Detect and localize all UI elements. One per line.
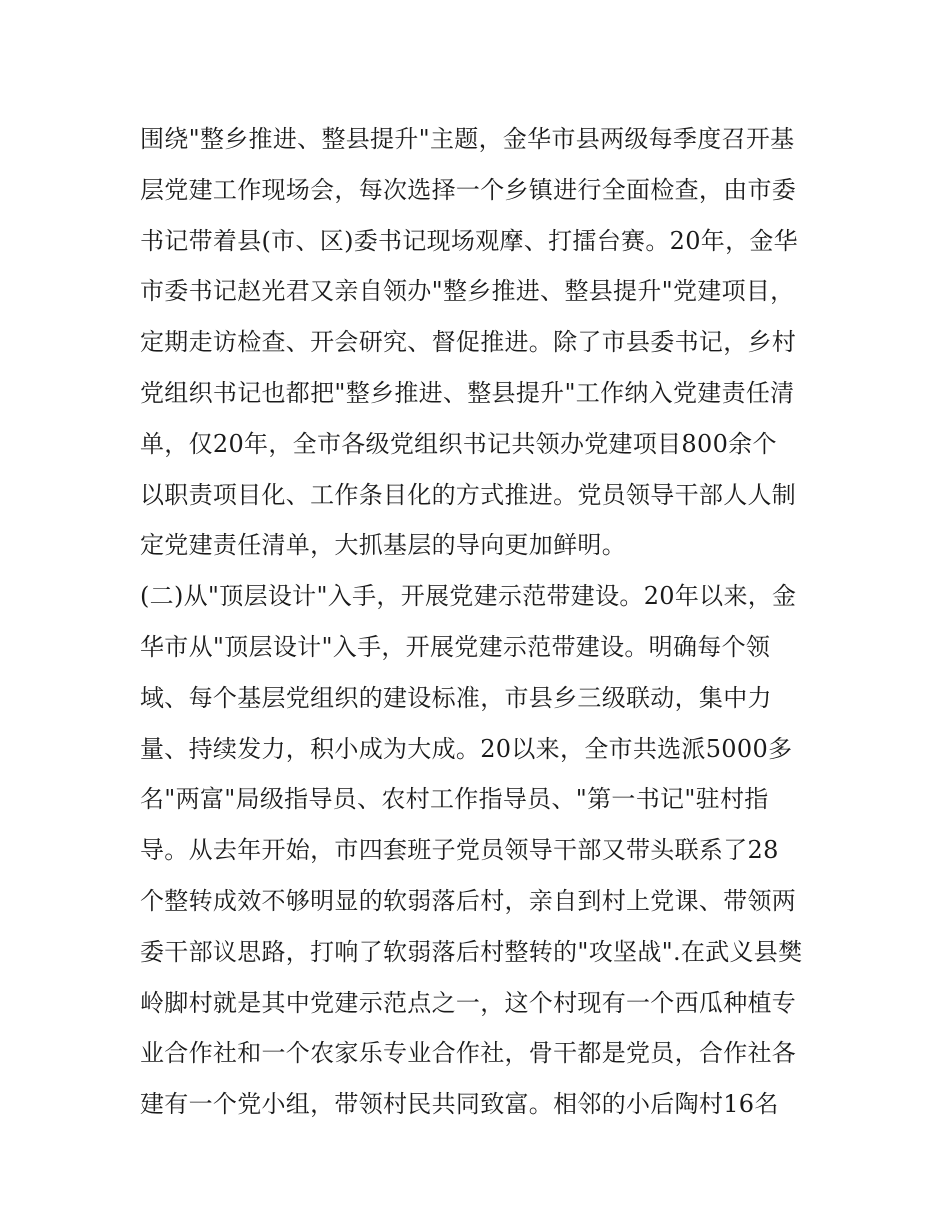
text-line: 华市从"顶层设计"入手，开展党建示范带建设。明确每个领 [140,632,771,661]
text-line: 定期走访检查、开会研究、督促推进。除了市县委书记，乡村 [140,328,797,357]
text-line: 建有一个党小组，带领村民共同致富。相邻的小后陶村16名 [140,1090,779,1119]
body-text [140,114,820,1130]
text-line: 域、每个基层党组织的建设标准，市县乡三级联动，集中力 [140,683,772,712]
text-line: 书记带着县(市、区)委书记现场观摩、打擂台赛。20年，金华 [140,226,798,255]
text-line: 围绕"整乡推进、整县提升"主题，金华市县两级每季度召开基 [140,125,795,153]
text-line: 定党建责任清单，大抓基层的导向更加鲜明。 [140,531,626,560]
text-line: 名"两富"局级指导员、农村工作指导员、"第一书记"驻村指 [140,785,769,814]
section-heading-line: (二)从"顶层设计"入手，开展党建示范带建设。20年以来，金 [140,582,797,611]
text-line: 市委书记赵光君又亲自领办"整乡推进、整县提升"党建项目， [140,277,795,306]
text-line: 以职责项目化、工作条目化的方式推进。党员领导干部人人制 [140,480,797,509]
text-line: 层党建工作现场会，每次选择一个乡镇进行全面检查，由市委 [140,175,797,204]
text-line: 党组织书记也都把"整乡推进、整县提升"工作纳入党建责任清 [140,378,795,407]
text-line: 个整转成效不够明显的软弱落后村，亲自到村上党课、带领两 [140,886,797,915]
text-line: 委干部议思路，打响了软弱落后村整转的"攻坚战".在武义县樊 [140,937,803,966]
text-line: 导。从去年开始，市四套班子党员领导干部又带头联系了28 [140,836,779,865]
text-line: 业合作社和一个农家乐专业合作社，骨干都是党员，合作社各 [140,1039,797,1068]
text-line: 量、持续发力，积小成为大成。20以来，全市共选派5000多 [140,734,793,763]
text-line: 单，仅20年，全市各级党组织书记共领办党建项目800余个 [140,429,777,458]
text-line: 岭脚村就是其中党建示范点之一，这个村现有一个西瓜种植专 [140,988,797,1017]
